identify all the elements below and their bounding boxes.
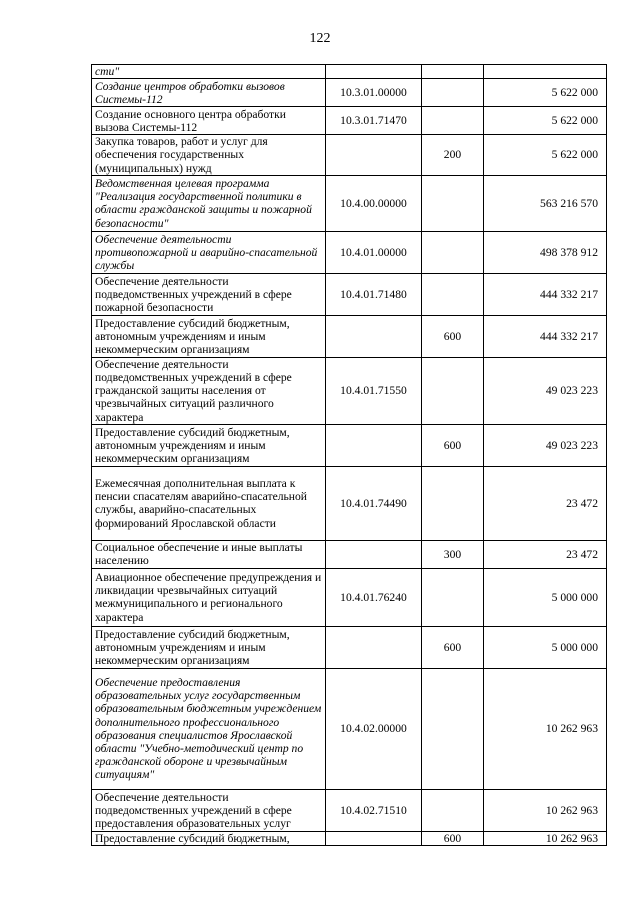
table-row [92, 831, 607, 845]
row-amount-cell: 10 262 963 [484, 831, 607, 845]
row-expense-type-cell: 200 [422, 135, 484, 176]
row-code-cell: 10.4.00.00000 [326, 175, 422, 231]
table-row [92, 65, 607, 79]
row-name-cell: сти" [92, 65, 326, 79]
row-expense-type-cell [422, 568, 484, 626]
row-amount-cell: 5 000 000 [484, 626, 607, 668]
row-code-cell [326, 540, 422, 568]
row-expense-type-cell [422, 65, 484, 79]
row-code-cell [326, 424, 422, 466]
row-amount-cell: 49 023 223 [484, 357, 607, 424]
row-expense-type-cell: 600 [422, 626, 484, 668]
row-amount-cell: 5 622 000 [484, 135, 607, 176]
row-expense-type-cell [422, 231, 484, 273]
table-row [92, 668, 607, 789]
row-code-cell: 10.3.01.71470 [326, 107, 422, 135]
row-amount-cell: 10 262 963 [484, 668, 607, 789]
row-name-cell: Создание центров обработки вызовов Системы-112 [92, 79, 326, 107]
row-amount-cell: 444 332 217 [484, 315, 607, 357]
row-name-cell: Предоставление субсидий бюджетным, автономным учреждениям и иным некоммерческим организациям [92, 626, 326, 668]
row-code-cell: 10.4.02.71510 [326, 789, 422, 831]
row-code-cell: 10.4.02.00000 [326, 668, 422, 789]
row-amount-cell: 444 332 217 [484, 273, 607, 315]
row-name-cell: Обеспечение деятельности противопожарной и аварийно-спасательной службы [92, 231, 326, 273]
table-row [92, 135, 607, 176]
row-amount-cell: 5 000 000 [484, 568, 607, 626]
row-amount-cell: 563 216 570 [484, 175, 607, 231]
row-code-cell: 10.4.01.74490 [326, 466, 422, 540]
row-code-cell: 10.4.01.00000 [326, 231, 422, 273]
row-code-cell [326, 135, 422, 176]
budget-table [91, 64, 607, 846]
row-name-cell: Создание основного центра обработки вызова Системы-112 [92, 107, 326, 135]
table-row [92, 568, 607, 626]
row-name-cell: Ведомственная целевая программа "Реализация государственной политики в области гражданской защиты и пожарной безопасности" [92, 175, 326, 231]
table-row [92, 231, 607, 273]
row-amount-cell: 498 378 912 [484, 231, 607, 273]
row-code-cell: 10.4.01.76240 [326, 568, 422, 626]
row-name-cell: Обеспечение предоставления образовательных услуг государственным образовательным бюджетным учреждением дополнительного профессионального образования специалистов Ярославской области "Учебно-методический центр по гражданской обороне и чрезвычайным ситуациям" [92, 668, 326, 789]
row-name-cell: Закупка товаров, работ и услуг для обеспечения государственных (муниципальных) нужд [92, 135, 326, 176]
row-name-cell: Предоставление субсидий бюджетным, автономным учреждениям и иным некоммерческим организациям [92, 424, 326, 466]
row-name-cell: Предоставление субсидий бюджетным, автономным учреждениям и иным некоммерческим организациям [92, 315, 326, 357]
table-row [92, 175, 607, 231]
row-expense-type-cell [422, 789, 484, 831]
row-expense-type-cell [422, 357, 484, 424]
table-row [92, 315, 607, 357]
row-amount-cell: 10 262 963 [484, 789, 607, 831]
row-code-cell [326, 626, 422, 668]
row-amount-cell: 5 622 000 [484, 107, 607, 135]
row-amount-cell [484, 65, 607, 79]
row-name-cell: Обеспечение деятельности подведомственных учреждений в сфере пожарной безопасности [92, 273, 326, 315]
row-expense-type-cell [422, 175, 484, 231]
table-row [92, 107, 607, 135]
row-code-cell: 10.3.01.00000 [326, 79, 422, 107]
row-name-cell: Социальное обеспечение и иные выплаты населению [92, 540, 326, 568]
row-expense-type-cell [422, 107, 484, 135]
table-row [92, 273, 607, 315]
table-row [92, 626, 607, 668]
row-expense-type-cell: 600 [422, 831, 484, 845]
table-row [92, 79, 607, 107]
row-amount-cell: 49 023 223 [484, 424, 607, 466]
budget-table-body [92, 65, 607, 846]
table-row [92, 789, 607, 831]
table-row [92, 357, 607, 424]
row-amount-cell: 5 622 000 [484, 79, 607, 107]
row-name-cell: Авиационное обеспечение предупреждения и ликвидации чрезвычайных ситуаций межмуниципального и регионального характера [92, 568, 326, 626]
row-code-cell: 10.4.01.71480 [326, 273, 422, 315]
row-name-cell: Ежемесячная дополнительная выплата к пенсии спасателям аварийно-спасательной службы, аварийно-спасательных формирований Ярославской области [92, 466, 326, 540]
table-row [92, 540, 607, 568]
row-amount-cell: 23 472 [484, 540, 607, 568]
row-expense-type-cell [422, 466, 484, 540]
page-number: 122 [309, 31, 331, 46]
row-amount-cell: 23 472 [484, 466, 607, 540]
row-expense-type-cell [422, 273, 484, 315]
row-code-cell [326, 831, 422, 845]
row-name-cell: Предоставление субсидий бюджетным, [92, 831, 326, 845]
row-expense-type-cell: 600 [422, 424, 484, 466]
row-expense-type-cell [422, 79, 484, 107]
row-expense-type-cell: 600 [422, 315, 484, 357]
row-code-cell [326, 315, 422, 357]
table-row [92, 424, 607, 466]
row-name-cell: Обеспечение деятельности подведомственных учреждений в сфере предоставления образовательных услуг [92, 789, 326, 831]
row-name-cell: Обеспечение деятельности подведомственных учреждений в сфере гражданской защиты населения от чрезвычайных ситуаций различного характера [92, 357, 326, 424]
row-code-cell [326, 65, 422, 79]
row-expense-type-cell: 300 [422, 540, 484, 568]
row-code-cell: 10.4.01.71550 [326, 357, 422, 424]
table-row [92, 466, 607, 540]
row-expense-type-cell [422, 668, 484, 789]
